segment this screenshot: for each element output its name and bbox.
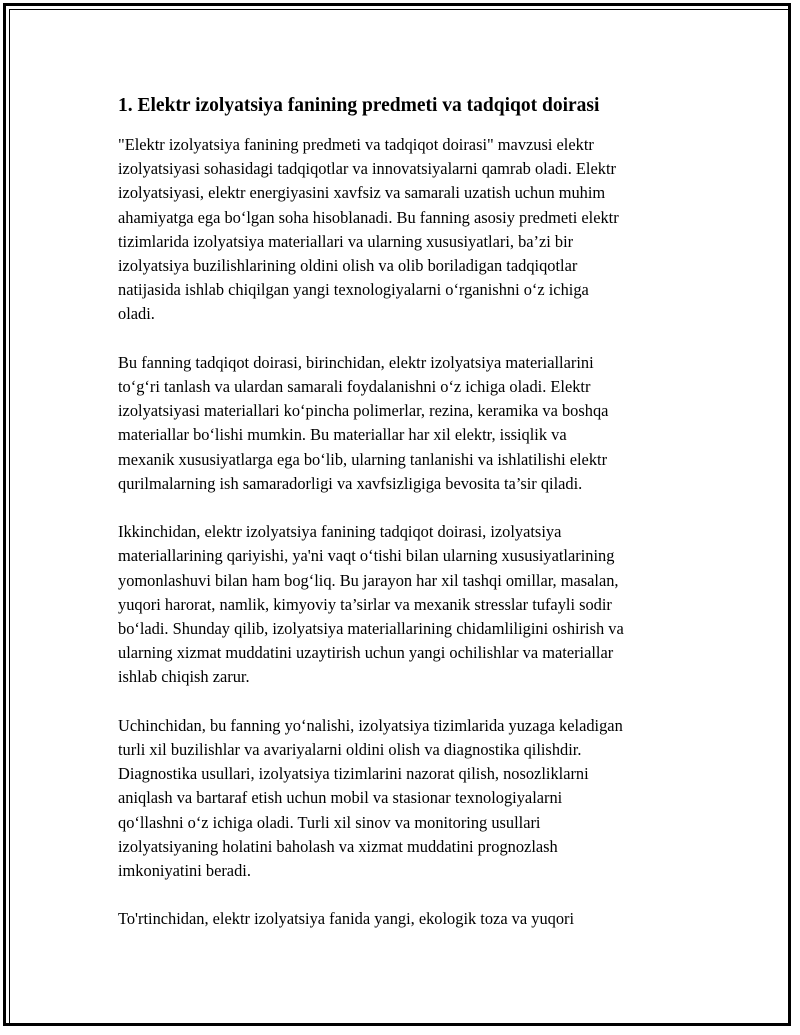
text-line: "Elektr izolyatsiya fanining predmeti va tadqiqot doirasi" mavzusi elektr xyxy=(118,135,594,154)
text-line: Diagnostika usullari, izolyatsiya tizimlarini nazorat qilish, nosozliklarni xyxy=(118,764,589,784)
text-line: mexanik xususiyatlarga ega bo‘lib, ularning tanlanishi va ishlatilishi elektr xyxy=(118,449,608,469)
text-line: qurilmalarning ish samaradorligi va xavfsizligiga bevosita ta’sir qiladi. xyxy=(118,473,583,493)
text-line: To'rtinchidan, elektr izolyatsiya fanida yangi, ekologik toza va yuqori xyxy=(118,909,575,929)
text-line: tizimlarida izolyatsiya materiallari va ularning xususiyatlari, ba’zi bir xyxy=(118,231,574,251)
text-line: oladi. xyxy=(118,304,155,324)
paragraph-5 xyxy=(118,907,698,931)
text-line: ishlab chiqish zarur. xyxy=(118,667,250,687)
paragraph-3 xyxy=(118,520,698,689)
text-line: Ikkinchidan, elektr izolyatsiya fanining tadqiqot doirasi, izolyatsiya xyxy=(118,522,562,542)
text-line: yuqori harorat, namlik, kimyoviy ta’sirlar va mexanik stresslar tufayli sodir xyxy=(118,594,612,614)
text-line: ahamiyatga ega bo‘lgan soha hisoblanadi. Bu fanning asosiy predmeti elektr xyxy=(118,207,619,227)
text-line: ularning xizmat muddatini uzaytirish uchun yangi ochilishlar va materiallar xyxy=(118,643,614,663)
text-line: aniqlash va bartaraf etish uchun mobil va stasionar texnologiyalarni xyxy=(118,788,563,808)
text-line: izolyatsiyasi sohasidagi tadqiqotlar va innovatsiyalarni qamrab oladi. Elektr xyxy=(118,159,616,179)
text-line: materiallar bo‘lishi mumkin. Bu materiallar har xil elektr, issiqlik va xyxy=(118,425,567,445)
text-line: izolyatsiyasi, elektr energiyasini xavfsiz va samarali uzatish uchun muhim xyxy=(118,183,606,203)
paragraph-1 xyxy=(118,133,698,327)
text-line: imkoniyatini beradi. xyxy=(118,861,251,881)
text-line: izolyatsiya buzilishlarining oldini olish va olib boriladigan tadqiqotlar xyxy=(118,256,578,276)
text-line: qo‘llashni o‘z ichiga oladi. Turli xil sinov va monitoring usullari xyxy=(118,812,541,832)
text-line: materiallarining qariyishi, ya'ni vaqt o‘tishi bilan ularning xususiyatlarining xyxy=(118,546,615,566)
text-line: turli xil buzilishlar va avariyalarni oldini olish va diagnostika qilishdir. xyxy=(118,740,582,760)
paragraph-4 xyxy=(118,714,698,883)
text-line: bo‘ladi. Shunday qilib, izolyatsiya materiallarining chidamliligini oshirish va xyxy=(118,619,624,639)
text-line: yomonlashuvi bilan ham bog‘liq. Bu jarayon har xil tashqi omillar, masalan, xyxy=(118,570,619,590)
paragraph-2 xyxy=(118,351,698,496)
text-line: Bu fanning tadqiqot doirasi, birinchidan, elektr izolyatsiya materiallarini xyxy=(118,352,594,372)
text-line: izolyatsiyasi materiallari ko‘pincha polimerlar, rezina, keramika va boshqa xyxy=(118,401,609,421)
text-line: to‘g‘ri tanlash va ulardan samarali foydalanishni o‘z ichiga oladi. Elektr xyxy=(118,377,591,397)
text-line: izolyatsiyaning holatini baholash va xizmat muddatini prognozlash xyxy=(118,836,558,856)
text-line: Uchinchidan, bu fanning yo‘nalishi, izolyatsiya tizimlarida yuzaga keladigan xyxy=(118,715,623,735)
text-line: natijasida ishlab chiqilgan yangi texnologiyalarni o‘rganishni o‘z ichiga xyxy=(118,280,589,300)
section-heading: 1. Elektr izolyatsiya fanining predmeti va tadqiqot doirasi xyxy=(118,95,600,116)
document-content xyxy=(118,93,698,956)
